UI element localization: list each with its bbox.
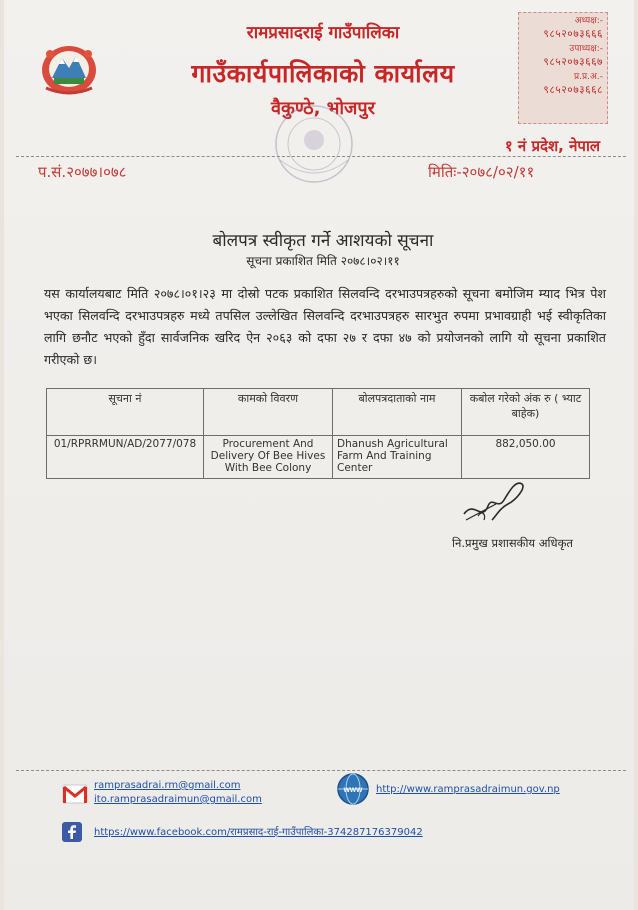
table-cell: 882,050.00 — [462, 436, 590, 479]
globe-www-icon — [336, 772, 370, 806]
letterhead-page — [4, 0, 634, 910]
email-link[interactable]: ito.ramprasadraimun@gmail.com — [94, 794, 262, 805]
office-title: गाउँकार्यपालिकाको कार्यालय — [191, 59, 455, 88]
facebook-link[interactable]: https://www.facebook.com/रामप्रसाद-राई-गाउँपालिका-374287176379042 — [94, 827, 423, 838]
reference-date: मितिः-२०७८/०२/११ — [428, 163, 535, 181]
table-header-row — [47, 389, 590, 436]
notice-title: बोलपत्र स्वीकृत गर्ने आशयको सूचना — [212, 231, 434, 251]
phone-number: ९८५२०७३६६८ — [543, 84, 603, 96]
table-cell: Procurement And Delivery Of Bee Hives With Bee Colony — [204, 436, 333, 479]
table-cell: Dhanush Agricultural Farm And Training Center — [333, 436, 462, 479]
phone-label: उपाध्यक्ष:- — [569, 44, 603, 54]
column-header: सूचना नं — [47, 389, 204, 436]
phone-label: प्र.प्र.अ.- — [574, 72, 603, 82]
footer-divider — [16, 770, 626, 771]
phone-number: ९८५२०७३६६७ — [543, 56, 603, 68]
column-header: कबोल गरेको अंक रु ( भ्याट बाहेक) — [462, 389, 590, 436]
column-header: कामको विवरण — [204, 389, 333, 436]
phone-number: ९८५२०७३६६६ — [543, 28, 603, 40]
contact-phone-box — [518, 12, 608, 124]
official-stamp-icon — [252, 100, 372, 190]
province-text: १ नं प्रदेश, नेपाल — [504, 137, 600, 155]
bid-table — [46, 388, 590, 479]
notice-body: यस कार्यालयबाट मिति २०७८।०१।२३ मा दोस्रो पटक प्रकाशित सिलवन्दि दरभाउपत्रहरुको सूचना बमोजिम म्याद भित्र पेश भएका सिलवन्दि दरभाउपत्रहरु मध्ये तपसिल उल्लेखित सिलवन्दि दरभाउपत्रहरु सारभुत रुपमा प्रभावग्राही भई स्वीकृतिका लागि छनौट भएको हुँदा सार्वजनिक खरिद ऐन २०६३ को दफा २७ र दफा ४७ को प्रयोजनको लागि यो सूचना प्रकाशित गरीएको छ। — [44, 286, 606, 367]
www-badge-text: www — [343, 785, 363, 794]
facebook-icon — [62, 822, 82, 842]
email-link[interactable]: ramprasadrai.rm@gmail.com — [94, 780, 241, 791]
gmail-icon — [62, 782, 88, 806]
office-location: वैकुण्ठे, भोजपुर — [270, 98, 375, 119]
signature-icon — [456, 470, 536, 530]
signatory-title: नि.प्रमुख प्रशासकीय अधिकृत — [452, 536, 573, 550]
table-cell: 01/RPRRMUN/AD/2077/078 — [47, 436, 204, 479]
municipality-name: रामप्रसादराई गाउँपालिका — [246, 23, 400, 43]
phone-label: अध्यक्ष:- — [574, 16, 603, 26]
header-divider — [16, 156, 626, 157]
column-header: बोलपत्रदाताको नाम — [333, 389, 462, 436]
website-link[interactable]: http://www.ramprasadraimun.gov.np — [376, 784, 560, 795]
reference-number: प.सं.२०७७।०७८ — [38, 163, 127, 181]
notice-published-date: सूचना प्रकाशित मिति २०७८।०२।११ — [246, 254, 400, 268]
